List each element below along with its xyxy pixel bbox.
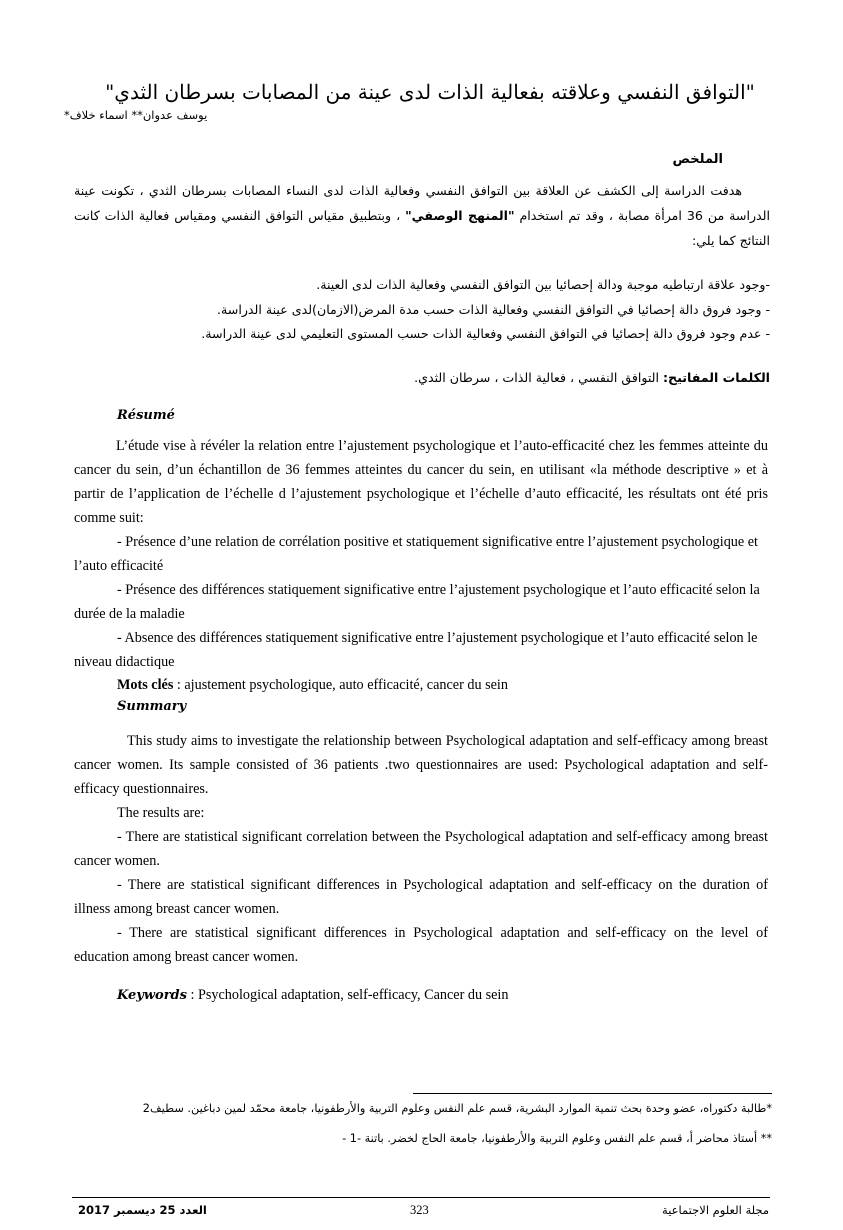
footnote-item: *طالبة دكتوراه، عضو وحدة بحث تنمية الموارد البشرية، قسم علم النفس وعلوم التربية والأرطفونيا، جامعة محمّد لمين دباغين. سطيف2 xyxy=(142,1102,772,1115)
author-name: يوسف عدوان** xyxy=(131,108,208,122)
french-abstract-heading: Résumé xyxy=(117,408,175,423)
arabic-abstract-heading: الملخص xyxy=(672,152,723,167)
english-abstract-heading: Summary xyxy=(117,699,187,714)
english-abstract xyxy=(74,729,768,1008)
french-abstract-paragraph: L’étude vise à révéler la relation entre l’ajustement psychologique et l’auto-efficacité chez les femmes atteinte du cancer du sein, d’un échantillon de 36 femmes atteintes du cancer du sein, en utilisant «la méthode descriptive » et à partir de l’application de l’échelle d l’ajustement psychologique et l’échelle d’auto efficacité, les résultats ont été pris comme suit: xyxy=(74,438,768,526)
author-list xyxy=(64,106,364,124)
paper-title: "التوافق النفسي وعلاقته بفعالية الذات لدى عينة من المصابات بسرطان الثدي" xyxy=(105,80,755,104)
french-result-item: - Présence des différences statiquement significative entre l’ajustement psychologique et l’auto efficacité selon la durée de la maladie xyxy=(74,582,760,622)
french-result-item: - Absence des différences statiquement significative entre l’ajustement psychologique et l’auto efficacité selon le niveau didactique xyxy=(74,630,758,670)
journal-name: مجلة العلوم الاجتماعية xyxy=(662,1203,769,1217)
arabic-abstract-text: هدفت الدراسة إلى الكشف عن العلاقة بين التوافق النفسي وفعالية الذات لدى النساء المصابات بسرطان الثدي ، تكونت عينة الدراسة من 36 امرأة مصابة ، وقد تم استخدام xyxy=(74,183,770,223)
footer-separator xyxy=(72,1197,770,1198)
english-abstract-paragraph: This study aims to investigate the relationship between Psychological adaptation and self-efficacy among breast cancer women. Its sample consisted of 36 patients .two questionnaires are used: Psychological adaptation and self-efficacy questionnaires. xyxy=(74,733,768,797)
arabic-keywords-label: الكلمات المفاتيح: xyxy=(663,370,770,385)
english-results-intro: The results are: xyxy=(117,805,205,821)
french-keywords-label: Mots clés xyxy=(117,677,174,693)
arabic-result-item: -وجود علاقة ارتباطيه موجبة ودالة إحصائيا بين التوافق النفسي وفعالية الذات لدى العينة. xyxy=(316,277,770,292)
french-keywords xyxy=(74,674,768,696)
arabic-keywords xyxy=(74,366,770,390)
footnote-item: ** أستاذ محاضر أ، قسم علم النفس وعلوم التربية والأرطفونيا، جامعة الحاج لخضر. باتنة -1 - xyxy=(342,1132,772,1145)
english-keywords-label: Keywords xyxy=(117,988,187,1003)
arabic-result-item: - عدم وجود فروق دالة إحصائيا في التوافق النفسي وفعالية الذات حسب المستوى التعليمي لدى عينة الدراسة. xyxy=(201,326,770,341)
arabic-abstract-text: ، وبتطبيق مقياس التوافق النفسي ومقياس فعالية الذات كانت النتائج كما يلي: xyxy=(74,208,770,248)
french-keywords-text: : ajustement psychologique, auto efficacité, cancer du sein xyxy=(173,677,508,693)
english-result-item: - There are statistical significant differences in Psychological adaptation and self-efficacy on the duration of illness among breast cancer women. xyxy=(74,877,768,917)
arabic-method-emphasis: "المنهج الوصفي" xyxy=(405,208,515,223)
french-abstract xyxy=(74,434,768,696)
english-keywords xyxy=(74,983,768,1008)
english-keywords-text: : Psychological adaptation, self-efficacy, Cancer du sein xyxy=(186,987,509,1003)
arabic-abstract-paragraph xyxy=(74,178,770,253)
issue-info: العدد 25 ديسمبر 2017 xyxy=(78,1203,207,1217)
english-result-item: - There are statistical significant correlation between the Psychological adaptation and self-efficacy among breast cancer women. xyxy=(74,829,768,869)
arabic-results-list xyxy=(74,273,770,347)
footnote-separator xyxy=(413,1093,772,1094)
french-result-item: - Présence d’une relation de corrélation positive et statiquement significative entre l’ajustement psychologique et l’auto efficacité xyxy=(74,534,758,574)
page-number: 323 xyxy=(410,1203,429,1217)
author-name: اسماء خلاف* xyxy=(64,108,128,122)
arabic-keywords-text: التوافق النفسي ، فعالية الذات ، سرطان الثدي. xyxy=(414,370,663,385)
english-result-item: - There are statistical significant differences in Psychological adaptation and self-efficacy on the level of education among breast cancer women. xyxy=(74,925,768,965)
arabic-result-item: - وجود فروق دالة إحصائيا في التوافق النفسي وفعالية الذات حسب مدة المرض(الازمان)لدى عينة الدراسة. xyxy=(217,301,770,317)
